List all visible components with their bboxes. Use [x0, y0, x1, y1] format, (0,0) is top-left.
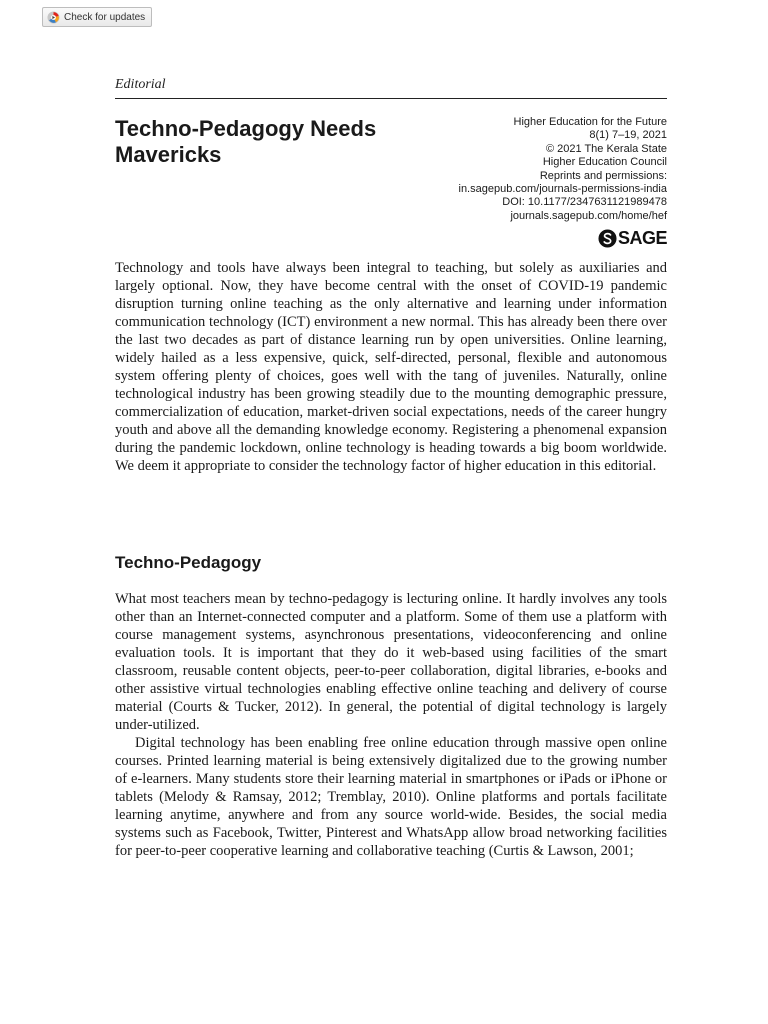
- publisher-logo: [598, 228, 667, 249]
- check-for-updates-label: Check for updates: [64, 11, 146, 23]
- intro-paragraph: Technology and tools have always been integral to teaching, but solely as auxiliaries and largely optional. Now, they have become central with the onset of COVID-19 pandemic disruption turning online teaching as the only alternative and learning under information communication technology (ICT) environment a new normal. This has already been there over the last two decades as part of distance learning run by open universities. Online learning, widely hailed as a less expensive, quick, self-directed, personal, flexible and autonomous system offering plenty of choices, goes well with the tang of juveniles. Naturally, online technological industry has been growing steadily due to the mounting demographic pressure, commercialization of education, market-driven social expectations, needs of the career hungry youth and above all the demanding knowledge economy. Registering a phenomenal expansion during the pandemic lockdown, online technology is heading towards a big boom worldwide. We deem it appropriate to consider the technology factor of higher education in this editorial.: [115, 260, 667, 474]
- copyright-line-1: © 2021 The Kerala State: [545, 142, 667, 155]
- journal-home-link[interactable]: journals.sagepub.com/home/hef: [510, 209, 667, 222]
- article-title: Techno-Pedagogy Needs Mavericks: [115, 116, 377, 167]
- sage-logo-icon: [598, 229, 617, 248]
- doi[interactable]: DOI: 10.1177/2347631121989478: [502, 196, 667, 209]
- reprints-label: Reprints and permissions:: [539, 169, 667, 182]
- volume-pages: 8(1) 7–19, 2021: [589, 129, 667, 142]
- section-paragraph-2: Digital technology has been enabling free online education through massive open online courses. Printed learning material is being extensively digitalized due to the growing number of e-learners. Many students store their learning material in smartphones or iPads or iPhone or tablets (Melody & Ramsay, 2012; Tremblay, 2010). Online platforms and portals facilitate learning anytime, anywhere and from any source world-wide. Besides, the social media systems such as Facebook, Twitter, Pinterest and WhatsApp allow broad networking facilities for peer-to-peer cooperative learning and collaborative teaching (Curtis & Lawson, 2001;: [115, 735, 667, 859]
- journal-name: Higher Education for the Future: [513, 116, 667, 128]
- header-rule: [115, 98, 667, 99]
- permissions-link[interactable]: in.sagepub.com/journals-permissions-india: [458, 183, 667, 196]
- section-label: Editorial: [115, 77, 166, 92]
- copyright-line-2: Higher Education Council: [542, 156, 667, 169]
- journal-meta: [459, 116, 668, 223]
- section-heading-techno-pedagogy: Techno-Pedagogy: [115, 553, 262, 572]
- check-for-updates-badge[interactable]: [42, 7, 152, 27]
- section-paragraph-1: What most teachers mean by techno-pedagogy is lecturing online. It hardly involves any tools other than an Internet-connected computer and a platform. Some of them use a platform with course management systems, asynchronous presentations, videoconferencing and online evaluation tools. It is important that they do it web-based using facilities of the smart classroom, reusable content objects, peer-to-peer collaboration, digital libraries, e-books and other assistive virtual technologies enabling effective online teaching and delivery of course material (Courts & Tucker, 2012). In general, the potential of digital technology is largely under-utilized.: [115, 591, 667, 733]
- intro-section: [115, 259, 667, 475]
- techno-pedagogy-section: [115, 590, 667, 860]
- check-for-updates-icon: [47, 11, 60, 24]
- publisher-name: SAGE: [617, 228, 667, 248]
